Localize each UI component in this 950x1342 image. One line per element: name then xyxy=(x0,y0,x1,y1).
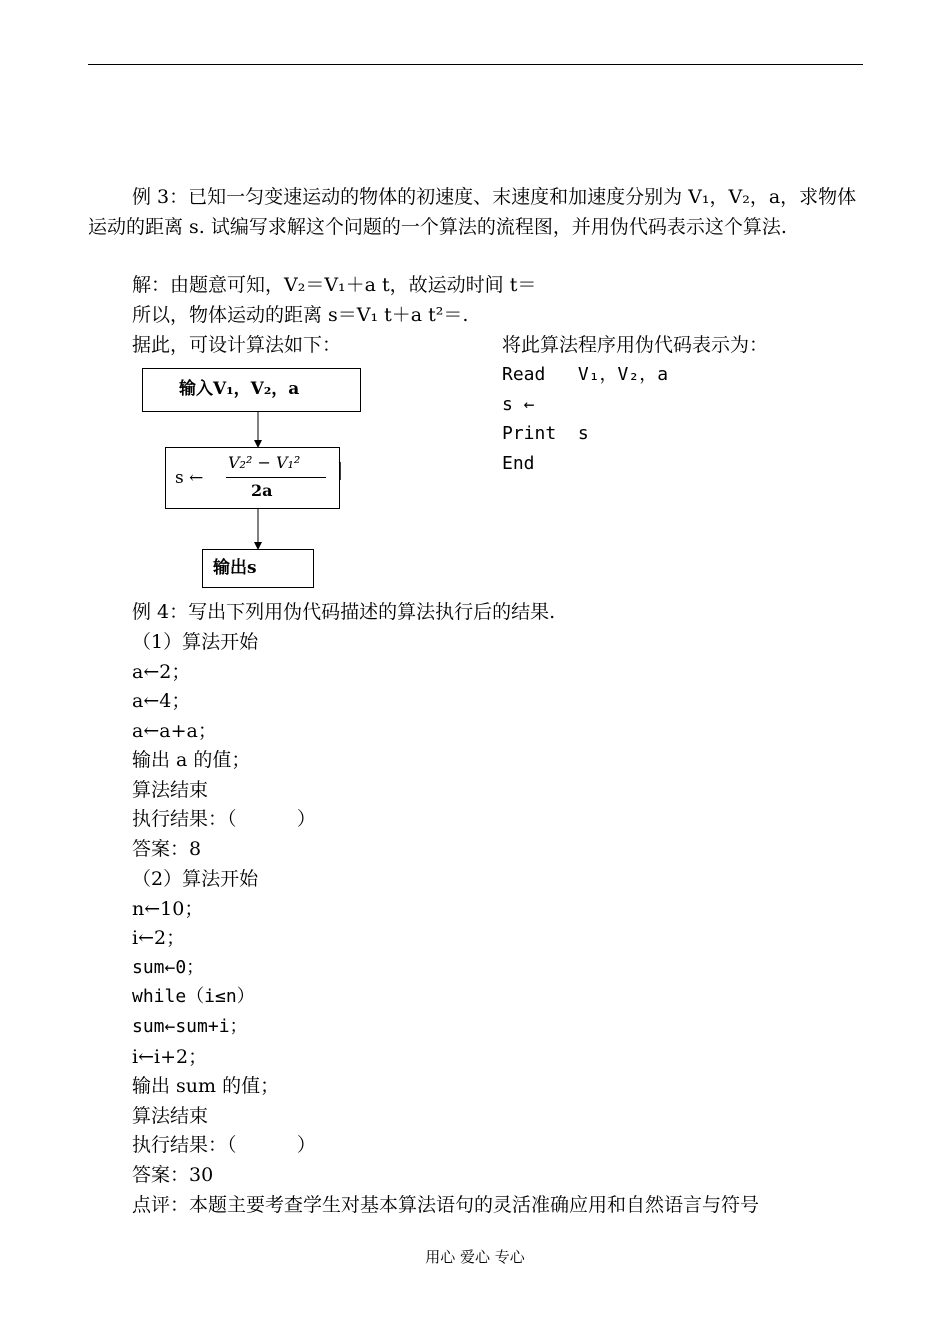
flowchart-assign-prefix: s ← xyxy=(175,468,204,488)
part1-answer: 答案：8 xyxy=(132,838,202,860)
part2-line: while（i≤n） xyxy=(132,986,255,1007)
pseudocode-line-assign: s ← xyxy=(502,394,535,415)
part2-line: sum←0； xyxy=(132,957,205,978)
flowchart-fraction-numerator: V₂² − V₁² xyxy=(228,453,301,472)
part2-line: 算法结束 xyxy=(132,1105,209,1127)
example4-comment: 点评：本题主要考查学生对基本算法语句的灵活准确应用和自然语言与符号 xyxy=(132,1194,760,1216)
pseudocode-line-print: Print s xyxy=(502,423,589,444)
design-heading: 据此，可设计算法如下： xyxy=(132,334,342,356)
part1-result-line: 执行结果：（ ） xyxy=(132,808,316,830)
pseudocode-heading: 将此算法程序用伪代码表示为： xyxy=(502,334,769,356)
flowchart-input-text: 输入V₁，V₂，a xyxy=(179,379,300,399)
part2-result-line: 执行结果：（ ） xyxy=(132,1134,316,1156)
pseudocode-line-read: Read V₁，V₂，a xyxy=(502,364,669,385)
solution-line-2: 所以，物体运动的距离 s＝V₁ t＋a t²＝. xyxy=(132,304,469,326)
flowchart-assign-box xyxy=(165,447,340,509)
pseudocode-line-end: End xyxy=(502,453,535,474)
flowchart-output-text: 输出s xyxy=(213,558,257,578)
example4-heading: 例 4：写出下列用伪代码描述的算法执行后的结果. xyxy=(132,601,556,623)
flowchart-fraction-denominator: 2a xyxy=(251,481,273,500)
part2-line: sum←sum+i； xyxy=(132,1016,248,1037)
part1-line: a←a+a； xyxy=(132,720,217,742)
part1-line: a←4； xyxy=(132,690,191,712)
part1-line: a←2； xyxy=(132,661,191,683)
solution-line-1: 解：由题意可知，V₂＝V₁＋a t，故运动时间 t＝ xyxy=(132,274,537,296)
part1-line: （1）算法开始 xyxy=(132,631,259,653)
part1-line: 算法结束 xyxy=(132,779,209,801)
part2-line: i←2； xyxy=(132,927,186,949)
part2-answer: 答案：30 xyxy=(132,1164,214,1186)
flowchart-fraction-bar xyxy=(226,477,326,478)
part2-line: 输出 sum 的值； xyxy=(132,1075,280,1097)
part1-line: 输出 a 的值； xyxy=(132,749,251,771)
page-footer: 用心 爱心 专心 xyxy=(425,1248,525,1266)
example3-paragraph: 例 3：已知一匀变速运动的物体的初速度、末速度和加速度分别为 V₁，V₂，a，求物体运动的距离 s. 试编写求解这个问题的一个算法的流程图，并用伪代码表示这个算法. xyxy=(88,186,857,238)
part2-line: （2）算法开始 xyxy=(132,868,259,890)
flowchart-output-box xyxy=(202,549,314,588)
part2-line: i←i+2； xyxy=(132,1046,208,1068)
part2-line: n←10； xyxy=(132,898,204,920)
